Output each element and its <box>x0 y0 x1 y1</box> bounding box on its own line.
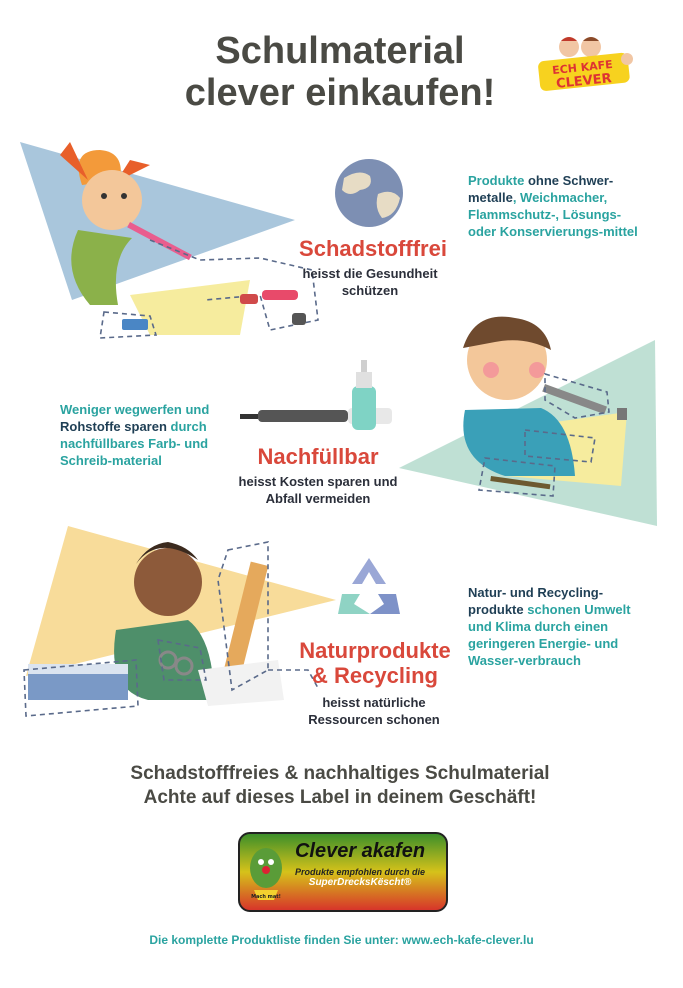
section-schadstofffrei-subtitle: heisst die Gesundheit schützen <box>302 266 438 298</box>
section-naturprodukte-subtitle: heisst natürliche Ressourcen schonen <box>308 695 440 727</box>
clever-akafen-label <box>238 832 448 912</box>
svg-text:Mach mat!: Mach mat! <box>251 894 281 900</box>
label-call-to-action: Schadstofffreies & nachhaltiges Schulmaterial Achte auf dieses Label in deinem Geschäft! <box>130 763 550 808</box>
recycling-icon <box>330 554 408 624</box>
footer-product-list-link[interactable]: Die komplette Produktliste finden Sie unter: www.ech-kafe-clever.lu <box>149 933 534 947</box>
kid-with-ruler-illustration <box>18 520 338 730</box>
globe-icon <box>330 158 408 228</box>
section-schadstofffrei-description: Produkte ohne Schwer-metalle, Weichmacher, Flammschutz-, Lösungs- oder Konservierungs-mittel <box>468 173 638 239</box>
label-text: Clever akafen Produkte empfohlen durch die SuperDrecksKëscht® <box>294 840 426 888</box>
section-schadstofffrei-title: Schadstofffrei <box>299 236 447 261</box>
page-title <box>120 30 560 114</box>
svg-text:CLEVER: CLEVER <box>555 71 613 92</box>
section-naturprodukte-title: Naturprodukte & Recycling <box>299 638 451 688</box>
title-line-2: clever einkaufen! <box>184 72 496 114</box>
title-line-1: Schulmaterial <box>215 30 465 72</box>
ech-kafe-clever-logo <box>533 33 637 99</box>
section-nachfuellbar-subtitle: heisst Kosten sparen und Abfall vermeiden <box>238 474 398 506</box>
boy-illustration <box>395 300 675 535</box>
section-nachfuellbar-title: Nachfüllbar <box>257 444 379 469</box>
section-naturprodukte-description: Natur- und Recycling-produkte schonen Umwelt und Klima durch einen geringeren Energie- und Wasser-verbrauch <box>468 585 631 668</box>
svg-text:ECH KAFE: ECH KAFE <box>551 57 614 78</box>
section-nachfuellbar-description: Weniger wegwerfen und Rohstoffe sparen durch nachfüllbares Farb- und Schreib-material <box>60 402 210 468</box>
refill-pen-and-ink-icon <box>240 360 400 440</box>
